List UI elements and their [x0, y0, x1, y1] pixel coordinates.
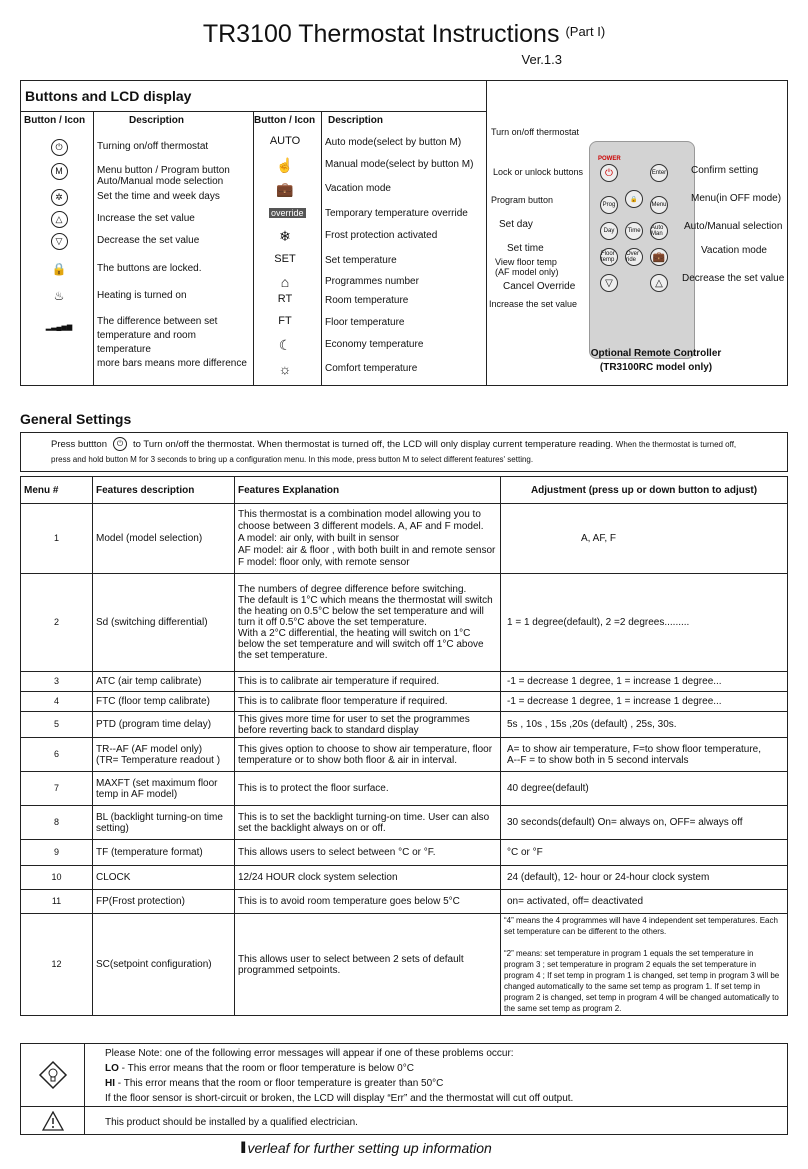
cell-feature: Sd (switching differential) — [93, 574, 235, 672]
cell-adjust: A= to show air temperature, F=to show floor temperature, A--F = to show both in 5 second intervals — [501, 738, 788, 772]
remote-label-left: Set time — [507, 243, 544, 254]
note-lo: LO - This error means that the room or floor temperature is below 0°C — [105, 1063, 414, 1074]
lcd-description: Frost protection activated — [325, 230, 438, 241]
lcd-symbol-11: ☼ — [278, 361, 292, 377]
button-description: Heating is turned on — [97, 290, 187, 301]
cell-adjust: 1 = 1 degree(default), 2 =2 degrees......... — [501, 574, 788, 672]
button-description: Turning on/off thermostat — [97, 141, 209, 152]
warning-diamond-icon — [21, 1044, 85, 1106]
version: Ver.1.3 — [521, 52, 562, 67]
buttons-lcd-section — [20, 80, 788, 386]
lcd-description: Manual mode(select by button M) — [325, 159, 474, 170]
table-row — [21, 806, 788, 840]
page-turn-icon: ǀǀǀ — [240, 1140, 244, 1157]
cell-explain: This is to calibrate air temperature if required. — [235, 672, 501, 692]
section-heading: General Settings — [20, 411, 132, 427]
remote-label-left: Lock or unlock buttons — [493, 167, 584, 177]
lcd-symbol-3: 💼 — [276, 181, 294, 197]
cell-feature: FP(Frost protection) — [93, 890, 235, 914]
cell-adjust: °C or °F — [501, 840, 788, 866]
button-description: Set the time and week days — [97, 191, 220, 202]
cell-feature: SC(setpoint configuration) — [93, 914, 235, 1016]
power-icon: ⏻ — [113, 437, 127, 451]
cell-explain: This allows users to select between °C or °F. — [235, 840, 501, 866]
lcd-description: Floor temperature — [325, 317, 405, 328]
cell-adjust: A, AF, F — [501, 504, 788, 574]
cell-n: 6 — [21, 738, 93, 772]
remote-label-right: Menu(in OFF mode) — [691, 193, 782, 204]
cell-feature: BL (backlight turning-on time setting) — [93, 806, 235, 840]
remote-power-button[interactable]: ⏻ — [600, 164, 618, 182]
cell-feature: MAXFT (set maximum floor temp in AF model) — [93, 772, 235, 806]
col-menu: Menu # — [21, 477, 93, 504]
lcd-description: Programmes number — [325, 276, 419, 287]
cell-n: 9 — [21, 840, 93, 866]
button-description: Menu button / Program button Auto/Manual mode selection — [97, 165, 230, 187]
table-row — [21, 738, 788, 772]
cell-n: 11 — [21, 890, 93, 914]
cell-feature: CLOCK — [93, 866, 235, 890]
cell-n: 1 — [21, 504, 93, 574]
remote-vacation-button[interactable]: 💼 — [650, 248, 668, 266]
cell-feature: PTD (program time delay) — [93, 712, 235, 738]
cell-adjust: 24 (default), 12- hour or 24-hour clock system — [501, 866, 788, 890]
page-title: TR3100 Thermostat Instructions $^{(Part I)}$ — [202, 20, 606, 48]
cell-adjust: 5s , 10s , 15s ,20s (default) , 25s, 30s. — [501, 712, 788, 738]
col-feature: Features description — [93, 477, 235, 504]
button-icon-4: △ — [49, 209, 69, 229]
lcd-symbol-2: ☝ — [276, 157, 294, 173]
col-explain: Features Explanation — [235, 477, 501, 504]
table-row — [21, 504, 788, 574]
lcd-description: Room temperature — [325, 295, 409, 306]
lcd-description: Vacation mode — [325, 183, 391, 194]
cell-n: 7 — [21, 772, 93, 806]
col-description: Description — [129, 115, 185, 126]
remote-prog-button[interactable]: Prog — [600, 196, 618, 214]
cell-explain: 12/24 HOUR clock system selection — [235, 866, 501, 890]
button-description: Decrease the set value — [97, 235, 200, 246]
cell-explain: This thermostat is a combination model allowing you to choose between 3 different models. A, AF and F model. A model: air only, with built in sensor AF model: air & floor , with both built in and remote sensor F model: floor only, with remote sensor — [235, 504, 501, 574]
remote-label-left: Increase the set value — [489, 299, 578, 309]
section-heading: Buttons and LCD display — [25, 88, 192, 104]
warning-triangle-icon — [21, 1107, 85, 1135]
button-icon-5: ▽ — [49, 231, 69, 251]
remote-label-left: Cancel Override — [503, 281, 576, 292]
col-button-icon: Button / Icon — [254, 115, 316, 126]
remote-label-left: View floor temp (AF model only) — [495, 257, 559, 277]
lcd-symbol-5: ❄ — [279, 228, 291, 244]
button-icon-3: ✲ — [49, 187, 69, 207]
remote-auto-button[interactable]: Auto Man — [650, 222, 668, 240]
general-intro: Press buttton ⏻ to Turn on/off the thermostat. When thermostat is turned off, the LCD will only display current temperature reading. When the thermostat is turned off, press and hold button M for 3 seconds to bring up a configuration menu. In this mode, press button M to select different features' setting. — [20, 432, 788, 472]
lcd-description: Economy temperature — [325, 339, 424, 350]
note-intro: Please Note: one of the following error messages will appear if one of these problems occur: — [105, 1048, 514, 1059]
remote-override-button[interactable]: Over ride — [625, 248, 643, 266]
remote-label-left: Set day — [499, 219, 533, 230]
cell-feature: TF (temperature format) — [93, 840, 235, 866]
cell-explain: This allows user to select between 2 sets of default programmed setpoints. — [235, 914, 501, 1016]
note-install: This product should be installed by a qualified electrician. — [105, 1117, 358, 1128]
table-row — [21, 692, 788, 712]
lcd-description: Set temperature — [325, 255, 397, 266]
remote-time-button[interactable]: Time — [625, 222, 643, 240]
cell-feature: TR--AF (AF model only) (TR= Temperature readout ) — [93, 738, 235, 772]
table-row — [21, 840, 788, 866]
button-description: Increase the set value — [97, 213, 195, 224]
lcd-symbol-10: ☾ — [278, 337, 292, 353]
cell-n: 2 — [21, 574, 93, 672]
lcd-symbol-4: override — [271, 208, 304, 218]
cell-n: 12 — [21, 914, 93, 1016]
remote-day-button[interactable]: Day — [600, 222, 618, 240]
note-hi: HI - This error means that the room or floor temperature is greater than 50°C — [105, 1078, 444, 1089]
col-description: Description — [328, 115, 384, 126]
remote-label-right: Decrease the set value — [682, 273, 785, 284]
table-row — [21, 914, 788, 1016]
remote-caption: Optional Remote Controller (TR3100RC model only) — [590, 348, 722, 373]
remote-floor-button[interactable]: Floor temp — [600, 248, 618, 266]
remote-label-right: Vacation mode — [701, 245, 767, 256]
table-row — [21, 866, 788, 890]
cell-adjust: 30 seconds(default) On= always on, OFF= always off — [501, 806, 788, 840]
power-label: POWER — [598, 156, 621, 162]
settings-table — [20, 476, 788, 1016]
remote-label-left: Program button — [491, 195, 554, 205]
lcd-symbol-7: ⌂ — [280, 274, 290, 290]
cell-explain: This is to set the backlight turning-on time. User can also set the backlight always on or off. — [235, 806, 501, 840]
lcd-description: Auto mode(select by button M) — [325, 137, 462, 148]
button-icon-7: ♨ — [53, 289, 65, 303]
remote-lock-button[interactable]: 🔒 — [625, 190, 643, 208]
cell-feature: Model (model selection) — [93, 504, 235, 574]
table-row — [21, 672, 788, 692]
cell-explain: This is to calibrate floor temperature if required. — [235, 692, 501, 712]
button-icon-1: ⏻ — [49, 137, 69, 157]
cell-n: 8 — [21, 806, 93, 840]
cell-explain: The numbers of degree difference before switching. The default is 1°C which means the thermostat will switch the heating on 0.5°C below the set temperature and will turn it off 0.5°C above the set temperature. With a 2°C differential, the heating will switch on 1°C below the set temperature and will switch off 1°C above the set temperature. — [235, 574, 501, 672]
cell-adjust: -1 = decrease 1 degree, 1 = increase 1 degree... — [501, 692, 788, 712]
remote-label-right: Confirm setting — [691, 165, 759, 176]
cell-adjust: -1 = decrease 1 degree, 1 = increase 1 degree... — [501, 672, 788, 692]
remote-up-button[interactable]: △ — [650, 274, 668, 292]
lcd-symbol-1: AUTO — [269, 135, 301, 147]
cell-n: 10 — [21, 866, 93, 890]
cell-explain: This gives option to choose to show air temperature, floor temperature or to show both floor & air in interval. — [235, 738, 501, 772]
overleaf-note: ǀǀǀ verleaf for further setting up information — [240, 1140, 492, 1157]
cell-explain: This is to avoid room temperature goes below 5°C — [235, 890, 501, 914]
notes-box — [20, 1043, 788, 1135]
lcd-symbol-9: FT — [278, 315, 292, 327]
button-description: The difference between set temperature and room temperature more bars means more difference — [97, 316, 247, 369]
remote-down-button[interactable]: ▽ — [600, 274, 618, 292]
cell-explain: This is to protect the floor surface. — [235, 772, 501, 806]
table-row — [21, 712, 788, 738]
remote-label-left: Turn on/off thermostat — [491, 127, 580, 137]
table-row — [21, 890, 788, 914]
remote-enter-button[interactable]: Enter — [650, 164, 668, 182]
remote-menu-button[interactable]: Menu — [650, 196, 668, 214]
col-button-icon: Button / Icon — [24, 115, 86, 126]
cell-explain: This gives more time for user to set the programmes before reverting back to standard display — [235, 712, 501, 738]
lcd-symbol-6: SET — [274, 253, 296, 265]
note-sensor: If the floor sensor is short-circuit or broken, the LCD will display “Err” and the thermostat will cut off output. — [105, 1093, 574, 1104]
cell-n: 4 — [21, 692, 93, 712]
cell-feature: ATC (air temp calibrate) — [93, 672, 235, 692]
cell-n: 5 — [21, 712, 93, 738]
remote-controller — [589, 141, 695, 359]
cell-adjust: 40 degree(default) — [501, 772, 788, 806]
lcd-description: Comfort temperature — [325, 363, 418, 374]
button-icon-2: M — [49, 161, 69, 181]
button-description: The buttons are locked. — [97, 263, 202, 274]
lcd-description: Temporary temperature override — [325, 208, 468, 219]
cell-adjust: “4” means the 4 programmes will have 4 independent set temperatures. Each set temperature can be different to the others. “2” means: set temperature in program 1 equals the set temperature in program 3 ; set temperature in program 2 equals the set temperature in program 4 ; If set temp in program 1 is changed, set temp in program 3 will be changed automatically to the same set temp as program 1. If set temp in program 2 is changed, set temp in program 4 will be changed automatically to the same set temp as program 2. — [501, 914, 788, 1016]
table-row — [21, 574, 788, 672]
button-icon-6: 🔒 — [51, 262, 67, 276]
cell-n: 3 — [21, 672, 93, 692]
lcd-symbol-8: RT — [277, 293, 293, 305]
table-row — [21, 772, 788, 806]
cell-feature: FTC (floor temp calibrate) — [93, 692, 235, 712]
col-adjust: Adjustment (press up or down button to adjust) — [501, 477, 788, 504]
button-icon-8: ▂▃▄▅▆ — [45, 324, 73, 331]
cell-adjust: on= activated, off= deactivated — [501, 890, 788, 914]
remote-label-right: Auto/Manual selection — [684, 221, 783, 232]
